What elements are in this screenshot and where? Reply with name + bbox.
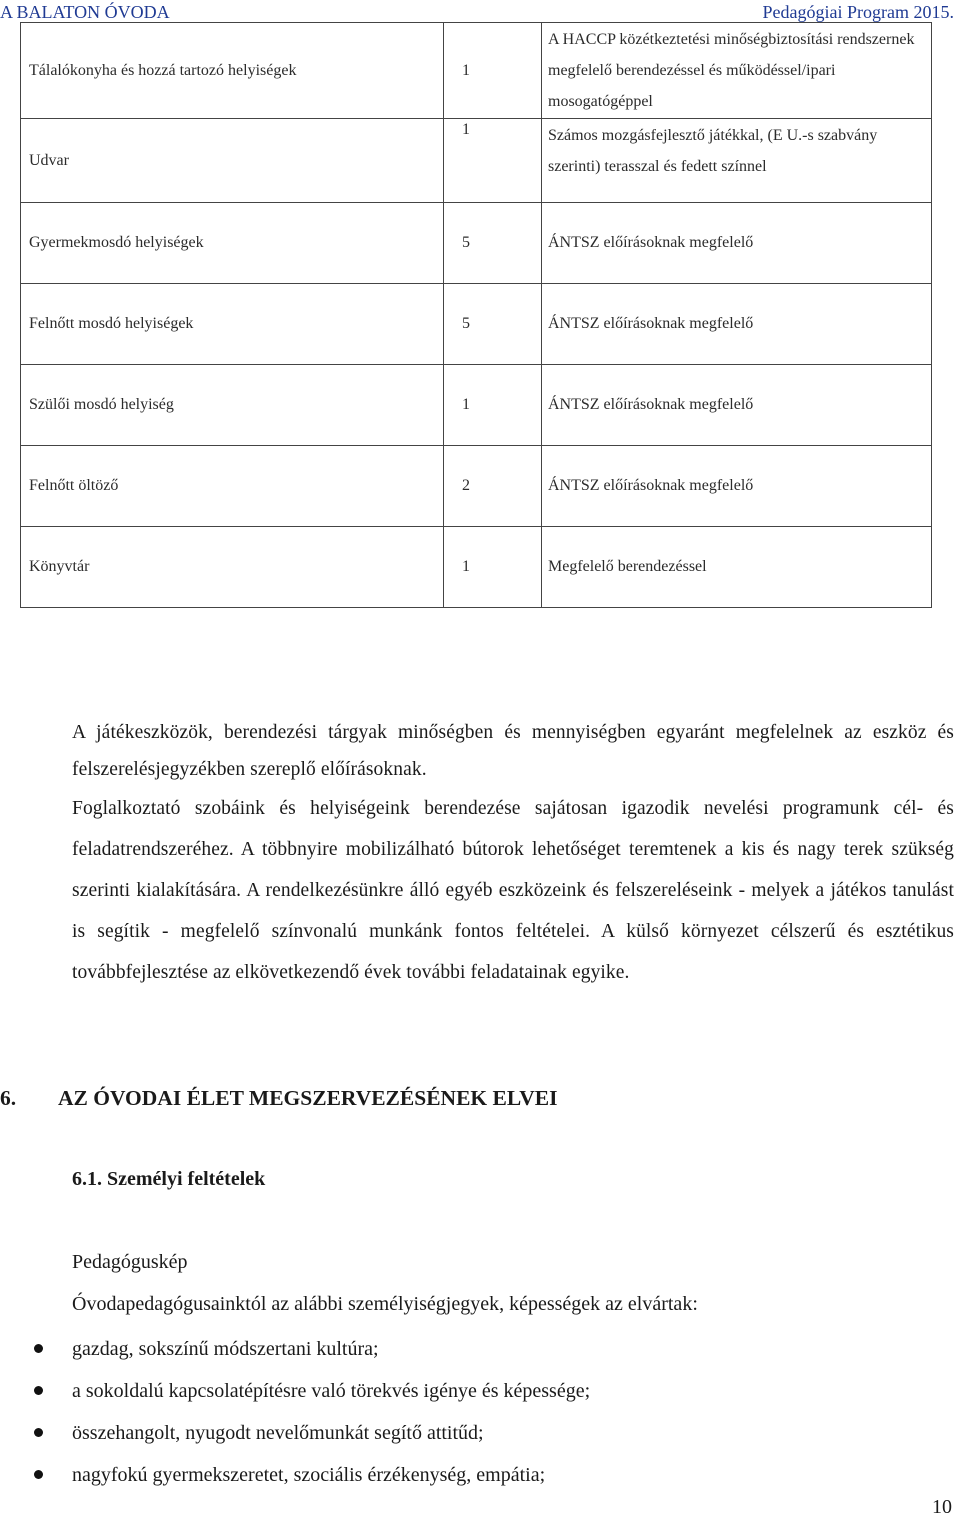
room-name: Könyvtár (21, 527, 444, 608)
room-description: ÁNTSZ előírásoknak megfelelő (542, 203, 932, 284)
trait-list (0, 1328, 590, 1496)
room-description: Megfelelő berendezéssel (542, 527, 932, 608)
bullet-icon (34, 1428, 43, 1437)
table-row (21, 119, 932, 203)
description-line: A HACCP közétkeztetési minőségbiztosítási rendszernek (548, 31, 915, 48)
bullet-icon (34, 1470, 43, 1479)
room-count: 1 (444, 365, 542, 446)
description-line: szerinti) terasszal és fedett színnel (548, 158, 767, 175)
table-row (21, 23, 932, 119)
bullet-icon (34, 1344, 43, 1353)
list-item (0, 1370, 590, 1412)
table-row (21, 365, 932, 446)
section-title: AZ ÓVODAI ÉLET MEGSZERVEZÉSÉNEK ELVEI (58, 1086, 558, 1110)
room-name: Tálalókonyha és hozzá tartozó helyiségek (21, 23, 444, 119)
paragraph-rooms: Foglalkoztató szobáink és helyiségeink berendezése sajátosan igazodik nevelési programunk cél- és feladatrendszeréhez. A többnyire mobilizálható bútorok lehetőséget teremtenek a kis és nagy terek szükség szerinti kialakítására. A rendelkezésünkre álló egyéb eszközeink és felszereléseink - melyek a játékos tanulást is segítik - megfelelő színvonalú munkánk fontos feltételei. A külső környezet célszerű és esztétikus továbbfejlesztése az elkövetkezendő évek további feladatainak egyike. (72, 798, 954, 983)
pedagogus-title: Pedagóguskép (72, 1251, 188, 1273)
room-name: Felnőtt mosdó helyiségek (21, 284, 444, 365)
rooms-table (20, 22, 932, 608)
room-name: Felnőtt öltöző (21, 446, 444, 527)
room-count: 5 (444, 284, 542, 365)
description-line: Számos mozgásfejlesztő játékkal, (E U.-s szabvány (548, 127, 878, 144)
room-name: Gyermekmosdó helyiségek (21, 203, 444, 284)
list-item-text: nagyfokú gyermekszeretet, szociális érzékenység, empátia; (72, 1464, 546, 1486)
table-row (21, 527, 932, 608)
room-name: Udvar (21, 119, 444, 203)
room-name: Szülői mosdó helyiség (21, 365, 444, 446)
room-count: 1 (444, 527, 542, 608)
paragraph-equipment: A játékeszközök, berendezési tárgyak minőségben és mennyiségben egyaránt megfelelnek az eszköz és felszerelésjegyzékben szereplő előírásoknak. (72, 722, 954, 780)
list-item (0, 1454, 590, 1496)
subsection-heading: 6.1. Személyi feltételek (72, 1168, 266, 1190)
list-item-text: összehangolt, nyugodt nevelőmunkát segítő attitűd; (72, 1422, 484, 1444)
bullet-icon (34, 1386, 43, 1395)
section-number: 6. (0, 1086, 17, 1110)
room-description (542, 23, 932, 119)
room-count: 5 (444, 203, 542, 284)
room-count: 1 (444, 23, 542, 119)
room-description: ÁNTSZ előírásoknak megfelelő (542, 446, 932, 527)
room-count: 2 (444, 446, 542, 527)
table-row (21, 446, 932, 527)
header-program-title: Pedagógiai Program 2015. (762, 2, 954, 22)
room-description: ÁNTSZ előírásoknak megfelelő (542, 365, 932, 446)
room-description (542, 119, 932, 203)
pedagogus-intro: Óvodapedagógusainktól az alábbi személyiségjegyek, képességek az elvártak: (72, 1293, 698, 1315)
description-line: mosogatógéppel (548, 93, 653, 110)
list-item (0, 1328, 590, 1370)
header-school-name: A BALATON ÓVODA (0, 2, 170, 22)
room-description: ÁNTSZ előírásoknak megfelelő (542, 284, 932, 365)
list-item-text: a sokoldalú kapcsolatépítésre való törekvés igénye és képessége; (72, 1380, 591, 1402)
table-row (21, 284, 932, 365)
list-item (0, 1412, 590, 1454)
body-text (72, 714, 954, 993)
page-number: 10 (932, 1496, 952, 1518)
table-row (21, 203, 932, 284)
room-count: 1 (444, 119, 542, 203)
description-line: megfelelő berendezéssel és működéssel/ipari (548, 62, 836, 79)
list-item-text: gazdag, sokszínű módszertani kultúra; (72, 1338, 379, 1360)
